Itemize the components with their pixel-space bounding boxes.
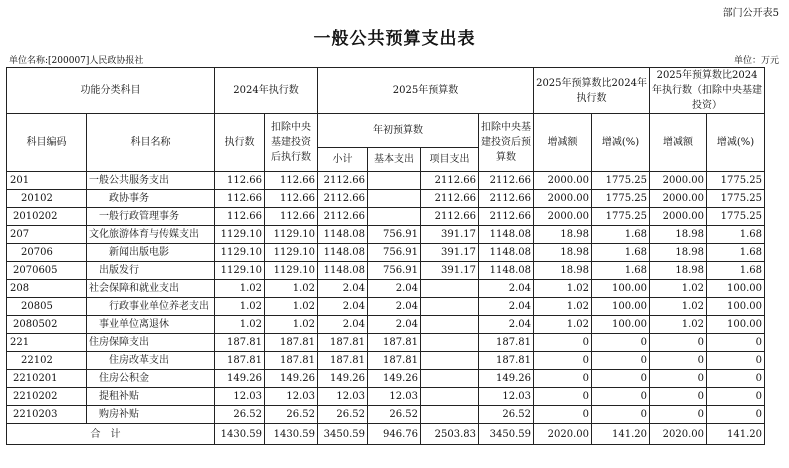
value-cell: 112.66 xyxy=(215,208,265,226)
value-cell: 1148.08 xyxy=(479,226,534,244)
value-cell: 1.68 xyxy=(707,226,765,244)
value-cell: 1129.10 xyxy=(265,262,318,280)
value-cell xyxy=(421,406,479,424)
value-cell xyxy=(368,172,421,190)
value-cell: 756.91 xyxy=(368,226,421,244)
value-cell: 100.00 xyxy=(592,316,650,334)
value-cell: 26.52 xyxy=(368,406,421,424)
table-row xyxy=(7,226,789,244)
value-cell: 2.04 xyxy=(318,298,368,316)
value-cell: 2.04 xyxy=(479,316,534,334)
value-cell: 0 xyxy=(707,406,765,424)
value-cell: 112.66 xyxy=(215,172,265,190)
value-cell: 100.00 xyxy=(707,298,765,316)
value-cell: 1.02 xyxy=(265,280,318,298)
value-cell: 1.02 xyxy=(650,298,707,316)
table-row xyxy=(7,280,789,298)
value-cell: 1148.08 xyxy=(479,262,534,280)
subject-code-cell: 207 xyxy=(7,226,87,244)
value-cell: 12.03 xyxy=(265,388,318,406)
value-cell: 1129.10 xyxy=(215,244,265,262)
subject-code-cell: 2010202 xyxy=(7,208,87,226)
value-cell: 2112.66 xyxy=(479,172,534,190)
value-cell: 149.26 xyxy=(479,370,534,388)
subject-name-cell: 社会保障和就业支出 xyxy=(87,280,215,298)
value-cell xyxy=(421,334,479,352)
header-subtotal: 小计 xyxy=(318,148,368,172)
value-cell: 2000.00 xyxy=(534,190,592,208)
value-cell: 2112.66 xyxy=(421,172,479,190)
value-cell: 0 xyxy=(592,352,650,370)
value-cell: 12.03 xyxy=(215,388,265,406)
value-cell: 1.02 xyxy=(534,280,592,298)
value-cell: 0 xyxy=(707,388,765,406)
value-cell: 1.02 xyxy=(534,316,592,334)
table-row xyxy=(7,298,789,316)
value-cell: 1148.08 xyxy=(479,244,534,262)
subject-name-cell: 住房公积金 xyxy=(87,370,215,388)
header-budget-excl: 扣除中央基建投资后预算数 xyxy=(479,114,534,172)
value-cell: 0 xyxy=(650,388,707,406)
value-cell: 2000.00 xyxy=(650,190,707,208)
subject-name-cell: 政协事务 xyxy=(87,190,215,208)
value-cell xyxy=(421,352,479,370)
value-cell: 2000.00 xyxy=(650,172,707,190)
value-cell: 2112.66 xyxy=(479,190,534,208)
value-cell: 2.04 xyxy=(479,280,534,298)
subject-code-cell: 2210203 xyxy=(7,406,87,424)
value-cell: 0 xyxy=(534,352,592,370)
subject-name-cell: 提租补贴 xyxy=(87,388,215,406)
value-cell: 391.17 xyxy=(421,226,479,244)
value-cell: 149.26 xyxy=(215,370,265,388)
total-value-cell: 1430.59 xyxy=(265,424,318,445)
total-value-cell: 3450.59 xyxy=(479,424,534,445)
budget-table xyxy=(6,67,789,445)
value-cell: 0 xyxy=(592,388,650,406)
value-cell: 12.03 xyxy=(479,388,534,406)
table-row xyxy=(7,370,789,388)
value-cell: 0 xyxy=(592,406,650,424)
value-cell: 112.66 xyxy=(265,208,318,226)
value-cell xyxy=(421,316,479,334)
value-cell: 0 xyxy=(707,370,765,388)
value-cell: 1129.10 xyxy=(265,226,318,244)
value-cell: 187.81 xyxy=(265,352,318,370)
value-cell xyxy=(368,208,421,226)
subject-code-cell: 2210201 xyxy=(7,370,87,388)
value-cell: 2112.66 xyxy=(318,172,368,190)
subject-name-cell: 新闻出版电影 xyxy=(87,244,215,262)
table-row xyxy=(7,172,789,190)
value-cell: 187.81 xyxy=(368,334,421,352)
subject-name-cell: 事业单位离退休 xyxy=(87,316,215,334)
value-cell: 1.68 xyxy=(592,262,650,280)
value-cell: 100.00 xyxy=(707,316,765,334)
value-cell: 18.98 xyxy=(650,262,707,280)
value-cell: 1775.25 xyxy=(707,208,765,226)
subject-code-cell: 221 xyxy=(7,334,87,352)
table-row xyxy=(7,208,789,226)
value-cell: 1775.25 xyxy=(592,190,650,208)
value-cell: 149.26 xyxy=(318,370,368,388)
value-cell: 18.98 xyxy=(534,244,592,262)
value-cell: 187.81 xyxy=(479,352,534,370)
subject-name-cell: 行政事业单位养老支出 xyxy=(87,298,215,316)
value-cell: 0 xyxy=(592,334,650,352)
value-cell: 1775.25 xyxy=(592,208,650,226)
value-cell: 18.98 xyxy=(650,226,707,244)
value-cell: 2.04 xyxy=(318,280,368,298)
header-compare-exec: 2025年预算数比2024年执行数 xyxy=(534,68,650,114)
value-cell xyxy=(421,370,479,388)
header-exec-excl: 扣除中央基建投资后执行数 xyxy=(265,114,318,172)
value-cell: 2.04 xyxy=(368,280,421,298)
header-change-pct: 增减(%) xyxy=(592,114,650,172)
value-cell: 391.17 xyxy=(421,244,479,262)
value-cell: 1148.08 xyxy=(318,262,368,280)
subject-name-cell: 出版发行 xyxy=(87,262,215,280)
value-cell: 2112.66 xyxy=(318,190,368,208)
header-change-pct-2: 增减(%) xyxy=(707,114,765,172)
subject-name-cell: 住房保障支出 xyxy=(87,334,215,352)
subject-code-cell: 20805 xyxy=(7,298,87,316)
value-cell: 1129.10 xyxy=(215,226,265,244)
value-cell xyxy=(421,388,479,406)
value-cell: 1775.25 xyxy=(707,172,765,190)
value-cell: 149.26 xyxy=(368,370,421,388)
value-cell: 112.66 xyxy=(265,172,318,190)
value-cell: 1.02 xyxy=(265,316,318,334)
value-cell: 0 xyxy=(707,352,765,370)
header-change-amount-2: 增减额 xyxy=(650,114,707,172)
value-cell xyxy=(421,280,479,298)
value-cell: 1.02 xyxy=(215,298,265,316)
value-cell: 1.02 xyxy=(215,316,265,334)
header-compare-exec-excl: 2025年预算数比2024年执行数（扣除中央基建投资） xyxy=(650,68,765,114)
value-cell: 112.66 xyxy=(265,190,318,208)
total-value-cell: 1430.59 xyxy=(215,424,265,445)
value-cell: 2000.00 xyxy=(534,172,592,190)
header-func-subject: 功能分类科目 xyxy=(7,68,215,114)
subject-name-cell: 购房补贴 xyxy=(87,406,215,424)
subject-name-cell: 一般公共服务支出 xyxy=(87,172,215,190)
subject-code-cell: 2070605 xyxy=(7,262,87,280)
subject-name-cell: 文化旅游体育与传媒支出 xyxy=(87,226,215,244)
header-exec-2024: 2024年执行数 xyxy=(215,68,318,114)
value-cell: 1148.08 xyxy=(318,244,368,262)
value-cell: 18.98 xyxy=(650,244,707,262)
value-cell: 1.68 xyxy=(707,244,765,262)
value-cell: 2112.66 xyxy=(421,208,479,226)
currency-unit: 单位：万元 xyxy=(733,56,779,66)
header-change-amount: 增减额 xyxy=(534,114,592,172)
table-row xyxy=(7,406,789,424)
table-row xyxy=(7,388,789,406)
value-cell: 1129.10 xyxy=(215,262,265,280)
page-title: 一般公共预算支出表 xyxy=(313,29,476,49)
value-cell: 26.52 xyxy=(265,406,318,424)
value-cell: 1.68 xyxy=(707,262,765,280)
value-cell: 0 xyxy=(592,370,650,388)
value-cell: 2.04 xyxy=(368,316,421,334)
value-cell: 187.81 xyxy=(215,352,265,370)
total-value-cell: 141.20 xyxy=(707,424,765,445)
header-subject-name: 科目名称 xyxy=(87,114,215,172)
value-cell: 1775.25 xyxy=(707,190,765,208)
subject-code-cell: 201 xyxy=(7,172,87,190)
value-cell: 0 xyxy=(650,334,707,352)
value-cell: 1.68 xyxy=(592,244,650,262)
subject-code-cell: 208 xyxy=(7,280,87,298)
value-cell: 0 xyxy=(707,334,765,352)
value-cell: 756.91 xyxy=(368,262,421,280)
subject-name-cell: 住房改革支出 xyxy=(87,352,215,370)
value-cell xyxy=(368,190,421,208)
value-cell: 26.52 xyxy=(215,406,265,424)
value-cell: 0 xyxy=(534,388,592,406)
table-header xyxy=(7,68,789,172)
table-row xyxy=(7,334,789,352)
value-cell: 1.02 xyxy=(650,316,707,334)
value-cell: 1.02 xyxy=(215,280,265,298)
value-cell: 756.91 xyxy=(368,244,421,262)
value-cell: 0 xyxy=(534,406,592,424)
total-row xyxy=(7,424,789,445)
value-cell: 26.52 xyxy=(318,406,368,424)
value-cell: 1.02 xyxy=(650,280,707,298)
value-cell: 187.81 xyxy=(265,334,318,352)
value-cell: 2.04 xyxy=(368,298,421,316)
header-subject-code: 科目编码 xyxy=(7,114,87,172)
value-cell: 187.81 xyxy=(479,334,534,352)
value-cell: 112.66 xyxy=(215,190,265,208)
value-cell: 2000.00 xyxy=(534,208,592,226)
subject-code-cell: 20102 xyxy=(7,190,87,208)
header-initial-budget: 年初预算数 xyxy=(318,114,479,148)
value-cell: 1.02 xyxy=(265,298,318,316)
total-value-cell: 2503.83 xyxy=(421,424,479,445)
value-cell: 187.81 xyxy=(368,352,421,370)
value-cell: 0 xyxy=(650,370,707,388)
value-cell: 100.00 xyxy=(707,280,765,298)
value-cell: 2000.00 xyxy=(650,208,707,226)
value-cell: 149.26 xyxy=(265,370,318,388)
value-cell: 2112.66 xyxy=(318,208,368,226)
value-cell: 1129.10 xyxy=(265,244,318,262)
value-cell: 12.03 xyxy=(368,388,421,406)
value-cell: 1775.25 xyxy=(592,172,650,190)
value-cell: 187.81 xyxy=(215,334,265,352)
value-cell: 1.68 xyxy=(592,226,650,244)
total-value-cell: 2020.00 xyxy=(534,424,592,445)
value-cell: 187.81 xyxy=(318,334,368,352)
table-row xyxy=(7,244,789,262)
header-basic: 基本支出 xyxy=(368,148,421,172)
value-cell: 1.02 xyxy=(534,298,592,316)
value-cell: 1148.08 xyxy=(318,226,368,244)
unit-name: 单位名称:[200007]人民政协报社 xyxy=(9,56,144,66)
total-value-cell: 3450.59 xyxy=(318,424,368,445)
value-cell: 2.04 xyxy=(318,316,368,334)
subject-code-cell: 20706 xyxy=(7,244,87,262)
value-cell: 100.00 xyxy=(592,298,650,316)
value-cell: 2112.66 xyxy=(479,208,534,226)
value-cell: 0 xyxy=(534,334,592,352)
value-cell: 0 xyxy=(650,406,707,424)
subject-code-cell: 22102 xyxy=(7,352,87,370)
total-value-cell: 946.76 xyxy=(368,424,421,445)
value-cell: 2.04 xyxy=(479,298,534,316)
table-row xyxy=(7,316,789,334)
subject-code-cell: 2080502 xyxy=(7,316,87,334)
total-value-cell: 141.20 xyxy=(592,424,650,445)
value-cell: 0 xyxy=(650,352,707,370)
total-label: 合计 xyxy=(7,424,215,445)
value-cell: 187.81 xyxy=(318,352,368,370)
table-row xyxy=(7,352,789,370)
value-cell xyxy=(421,298,479,316)
total-value-cell: 2020.00 xyxy=(650,424,707,445)
value-cell: 18.98 xyxy=(534,226,592,244)
value-cell: 0 xyxy=(534,370,592,388)
value-cell: 26.52 xyxy=(479,406,534,424)
value-cell: 18.98 xyxy=(534,262,592,280)
value-cell: 391.17 xyxy=(421,262,479,280)
value-cell: 100.00 xyxy=(592,280,650,298)
header-budget-2025: 2025年预算数 xyxy=(318,68,534,114)
table-row xyxy=(7,190,789,208)
value-cell: 12.03 xyxy=(318,388,368,406)
table-row xyxy=(7,262,789,280)
table-body xyxy=(7,172,789,445)
subject-name-cell: 一般行政管理事务 xyxy=(87,208,215,226)
value-cell: 2112.66 xyxy=(421,190,479,208)
subject-code-cell: 2210202 xyxy=(7,388,87,406)
header-exec-amount: 执行数 xyxy=(215,114,265,172)
header-project: 项目支出 xyxy=(421,148,479,172)
table-number: 部门公开表5 xyxy=(722,8,779,19)
